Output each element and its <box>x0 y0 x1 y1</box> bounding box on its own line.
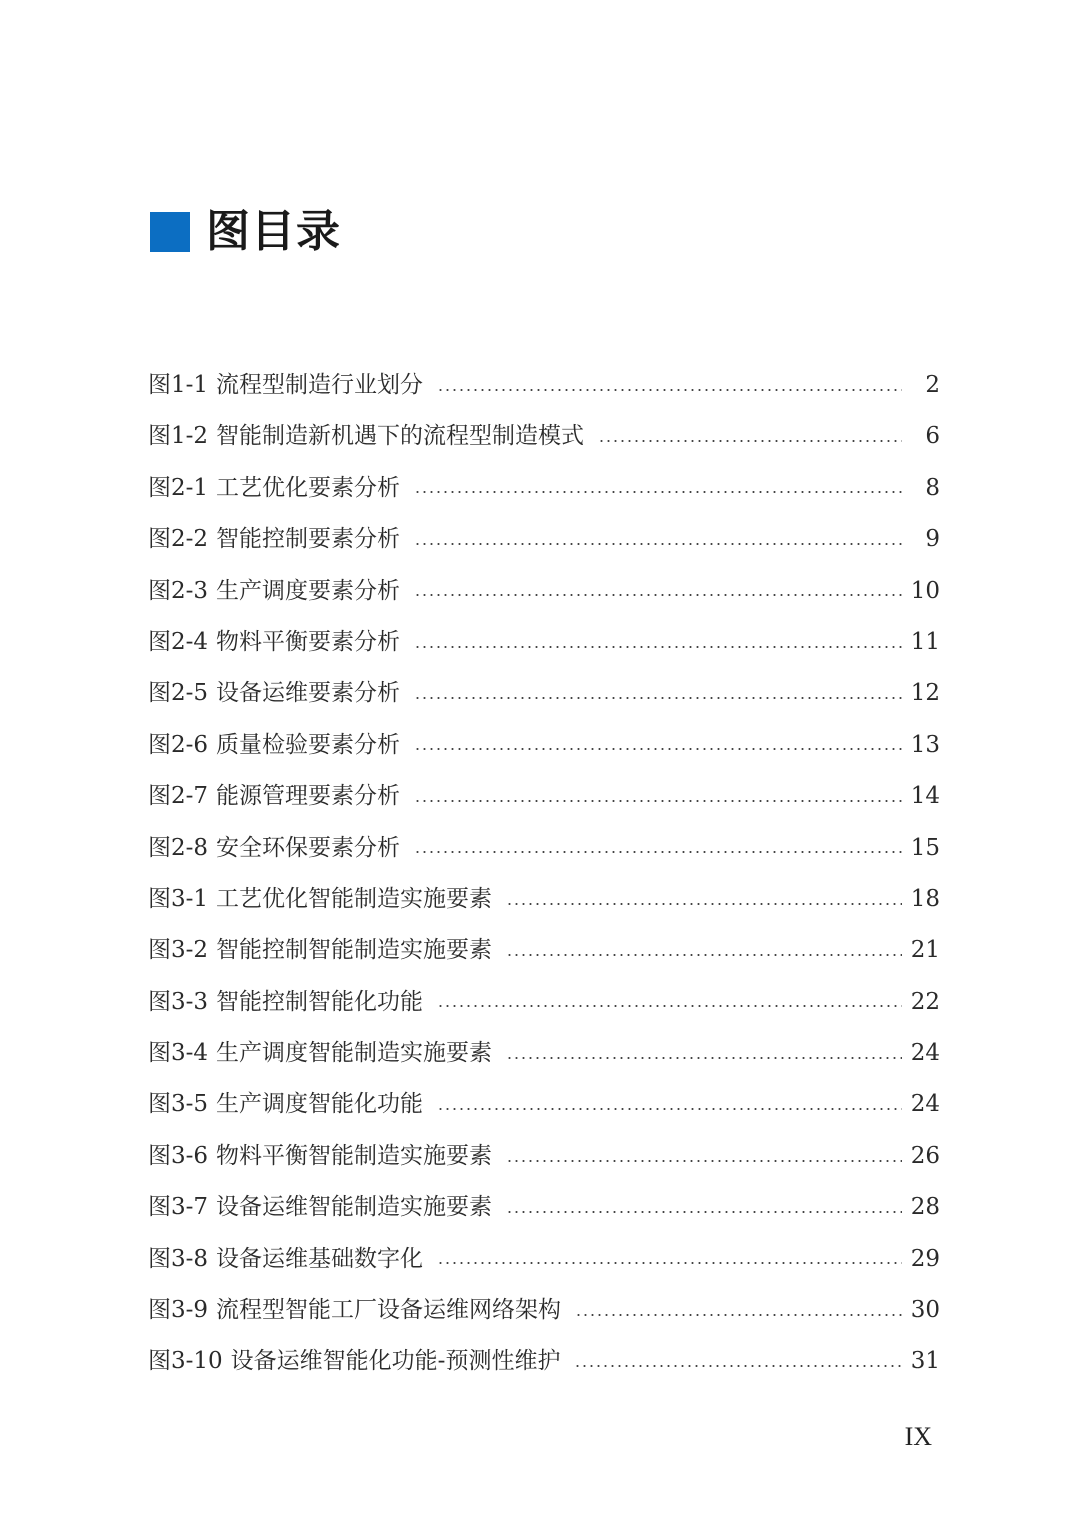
toc-dot-leader <box>506 954 902 956</box>
title-marker-square <box>150 212 190 252</box>
toc-dot-leader <box>437 1262 902 1264</box>
toc-entry[interactable] <box>148 463 940 514</box>
toc-figure-title: 流程型智能工厂设备运维网络架构 <box>216 1297 562 1324</box>
toc-entry-label <box>148 566 400 617</box>
toc-figure-title: 物料平衡要素分析 <box>216 628 401 655</box>
toc-figure-title: 设备运维基础数字化 <box>216 1245 424 1272</box>
toc-figure-title: 生产调度智能制造实施要素 <box>216 1040 493 1067</box>
toc-page-number: 9 <box>925 526 940 553</box>
toc-entry[interactable] <box>148 771 940 822</box>
toc-figure-number: 图3-7 <box>148 1194 209 1221</box>
toc-entry-label <box>148 1028 492 1079</box>
toc-figure-title: 工艺优化智能制造实施要素 <box>216 885 493 912</box>
toc-page-number: 29 <box>910 1245 940 1272</box>
toc-entry-label <box>148 617 400 668</box>
toc-page-number: 24 <box>910 1091 940 1118</box>
toc-figure-number: 图2-7 <box>148 783 209 810</box>
toc-entry[interactable] <box>148 668 940 719</box>
toc-entry[interactable] <box>148 1079 940 1130</box>
toc-entry[interactable] <box>148 925 940 976</box>
toc-dot-leader <box>414 594 902 596</box>
toc-entry[interactable] <box>148 1182 940 1233</box>
toc-dot-leader <box>598 440 902 442</box>
page-header <box>150 204 341 260</box>
toc-dot-leader <box>437 1108 902 1110</box>
toc-figure-number: 图3-1 <box>148 885 209 912</box>
toc-entry-label <box>148 668 400 719</box>
toc-page-number: 8 <box>925 474 940 501</box>
toc-dot-leader <box>414 646 902 648</box>
page-title: 图目录 <box>206 206 341 257</box>
toc-page-number: 14 <box>910 783 940 810</box>
toc-dot-leader <box>574 1365 902 1367</box>
toc-page-number: 10 <box>910 577 940 604</box>
toc-figure-number: 图2-4 <box>148 628 209 655</box>
page-number: IX <box>904 1422 932 1451</box>
toc-figure-number: 图3-2 <box>148 937 209 964</box>
toc-entry[interactable] <box>148 514 940 565</box>
figure-toc-list <box>148 360 940 1388</box>
toc-dot-leader <box>437 1005 902 1007</box>
toc-dot-leader <box>414 697 902 699</box>
toc-figure-number: 图3-10 <box>148 1348 223 1375</box>
toc-figure-number: 图3-8 <box>148 1245 209 1272</box>
toc-entry[interactable] <box>148 360 940 411</box>
toc-entry-label <box>148 1336 560 1387</box>
toc-page-number: 2 <box>925 372 940 398</box>
toc-dot-leader <box>506 1211 902 1213</box>
toc-dot-leader <box>414 851 902 853</box>
toc-entry[interactable] <box>148 411 940 462</box>
toc-figure-number: 图3-3 <box>148 988 209 1015</box>
toc-figure-number: 图1-1 <box>148 372 209 398</box>
toc-figure-number: 图3-5 <box>148 1091 209 1118</box>
toc-page-number: 18 <box>910 885 940 912</box>
toc-entry-label <box>148 463 400 514</box>
toc-entry[interactable] <box>148 874 940 925</box>
toc-figure-number: 图3-4 <box>148 1040 209 1067</box>
toc-entry-label <box>148 925 492 976</box>
toc-figure-title: 设备运维智能制造实施要素 <box>216 1194 493 1221</box>
toc-entry[interactable] <box>148 720 940 771</box>
toc-entry-label <box>148 411 584 462</box>
toc-dot-leader <box>414 748 902 750</box>
toc-figure-title: 工艺优化要素分析 <box>216 474 401 501</box>
toc-figure-title: 质量检验要素分析 <box>216 731 401 758</box>
toc-page-number: 13 <box>910 731 940 758</box>
toc-entry[interactable] <box>148 1285 940 1336</box>
toc-figure-number: 图2-8 <box>148 834 209 861</box>
toc-figure-number: 图3-6 <box>148 1142 209 1169</box>
toc-entry[interactable] <box>148 566 940 617</box>
toc-figure-title: 生产调度要素分析 <box>216 577 401 604</box>
toc-figure-number: 图2-2 <box>148 526 209 553</box>
toc-figure-title: 流程型制造行业划分 <box>216 372 424 398</box>
toc-dot-leader <box>575 1314 902 1316</box>
toc-figure-title: 设备运维要素分析 <box>216 680 401 707</box>
toc-figure-title: 生产调度智能化功能 <box>216 1091 424 1118</box>
toc-dot-leader <box>414 800 902 802</box>
toc-entry-label <box>148 977 423 1028</box>
toc-entry-label <box>148 874 492 925</box>
toc-page-number: 28 <box>910 1194 940 1221</box>
toc-entry-label <box>148 1182 492 1233</box>
toc-dot-leader <box>506 1160 902 1162</box>
toc-entry-label <box>148 823 400 874</box>
toc-page-number: 30 <box>910 1297 940 1324</box>
toc-page-number: 22 <box>910 988 940 1015</box>
toc-dot-leader <box>437 389 902 391</box>
toc-dot-leader <box>506 1057 902 1059</box>
toc-entry[interactable] <box>148 823 940 874</box>
toc-figure-number: 图2-3 <box>148 577 209 604</box>
toc-figure-number: 图2-5 <box>148 680 209 707</box>
toc-page-number: 31 <box>910 1348 940 1375</box>
toc-page-number: 6 <box>925 423 940 450</box>
toc-figure-number: 图2-1 <box>148 474 209 501</box>
toc-dot-leader <box>414 543 902 545</box>
toc-page-number: 24 <box>910 1040 940 1067</box>
toc-figure-title: 物料平衡智能制造实施要素 <box>216 1142 493 1169</box>
toc-page-number: 21 <box>910 937 940 964</box>
toc-page-number: 12 <box>910 680 940 707</box>
toc-figure-number: 图3-9 <box>148 1297 209 1324</box>
toc-entry[interactable] <box>148 1131 940 1182</box>
toc-entry[interactable] <box>148 1336 940 1387</box>
toc-entry-label <box>148 720 400 771</box>
toc-entry[interactable] <box>148 617 940 668</box>
toc-figure-title: 智能控制智能制造实施要素 <box>216 937 493 964</box>
toc-figure-number: 图1-2 <box>148 423 209 450</box>
toc-figure-title: 智能控制要素分析 <box>216 526 401 553</box>
toc-page-number: 26 <box>910 1142 940 1169</box>
toc-dot-leader <box>414 491 902 493</box>
toc-figure-title: 智能制造新机遇下的流程型制造模式 <box>216 423 585 450</box>
toc-entry-label <box>148 1131 492 1182</box>
toc-entry-label <box>148 1285 561 1336</box>
toc-entry-label <box>148 1079 423 1130</box>
toc-entry-label <box>148 771 400 822</box>
toc-entry-label <box>148 1234 423 1285</box>
toc-figure-title: 设备运维智能化功能-预测性维护 <box>230 1348 561 1375</box>
toc-page-number: 11 <box>910 628 940 655</box>
toc-figure-title: 能源管理要素分析 <box>216 783 401 810</box>
toc-entry[interactable] <box>148 1234 940 1285</box>
toc-figure-title: 智能控制智能化功能 <box>216 988 424 1015</box>
toc-entry[interactable] <box>148 977 940 1028</box>
toc-page-number: 15 <box>910 834 940 861</box>
toc-figure-number: 图2-6 <box>148 731 209 758</box>
toc-entry-label <box>148 514 400 565</box>
toc-figure-title: 安全环保要素分析 <box>216 834 401 861</box>
toc-entry-label <box>148 360 423 411</box>
toc-dot-leader <box>506 903 902 905</box>
toc-entry[interactable] <box>148 1028 940 1079</box>
